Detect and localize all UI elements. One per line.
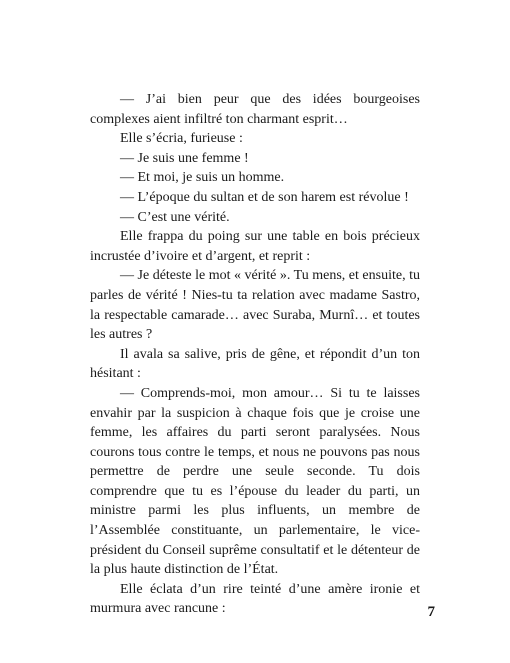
- paragraph: Il avala sa salive, pris de gêne, et répondit d’un ton hésitant :: [90, 346, 420, 382]
- paragraph: — J’ai bien peur que des idées bourgeoises complexes aient infiltré ton charmant esprit…: [90, 92, 420, 127]
- paragraph: — L’époque du sultan et de son harem est révolue !: [120, 189, 409, 205]
- paragraph: — Je suis une femme !: [120, 150, 249, 166]
- paragraph: Elle frappa du poing sur une table en bois précieux incrustée d’ivoire et d’argent, et reprit :: [90, 229, 420, 264]
- page-body: [90, 90, 420, 619]
- paragraph: Elle s’écria, furieuse :: [120, 131, 243, 147]
- page-number: 7: [427, 604, 435, 620]
- paragraph: Elle éclata d’un rire teinté d’une amère ironie et murmura avec rancune :: [90, 581, 420, 617]
- paragraph: — Et moi, je suis un homme.: [120, 170, 285, 186]
- paragraph: — C’est une vérité.: [120, 209, 230, 225]
- paragraph: — Comprends-moi, mon amour… Si tu te laisses envahir par la suspicion à chaque fois que je croise une femme, les affaires du parti seront paralysées. Nous courons tous contre le temps, et nous ne pouvons pas nous permettre de perdre une seule seconde. Tu dois comprendre que tu es l’épouse du leader du parti, un ministre parmi les plus influents, un membre de l’Assemblée constituante, un parlementaire, le vice-président du Conseil suprême consultatif et le détenteur de la plus haute distinction de l’État.: [90, 385, 420, 578]
- paragraph: — Je déteste le mot « vérité ». Tu mens, et ensuite, tu parles de vérité ! Nies-tu ta relation avec madame Sastro, la respectable camarade… avec Suraba, Murnî… et toutes les autres ?: [90, 268, 420, 343]
